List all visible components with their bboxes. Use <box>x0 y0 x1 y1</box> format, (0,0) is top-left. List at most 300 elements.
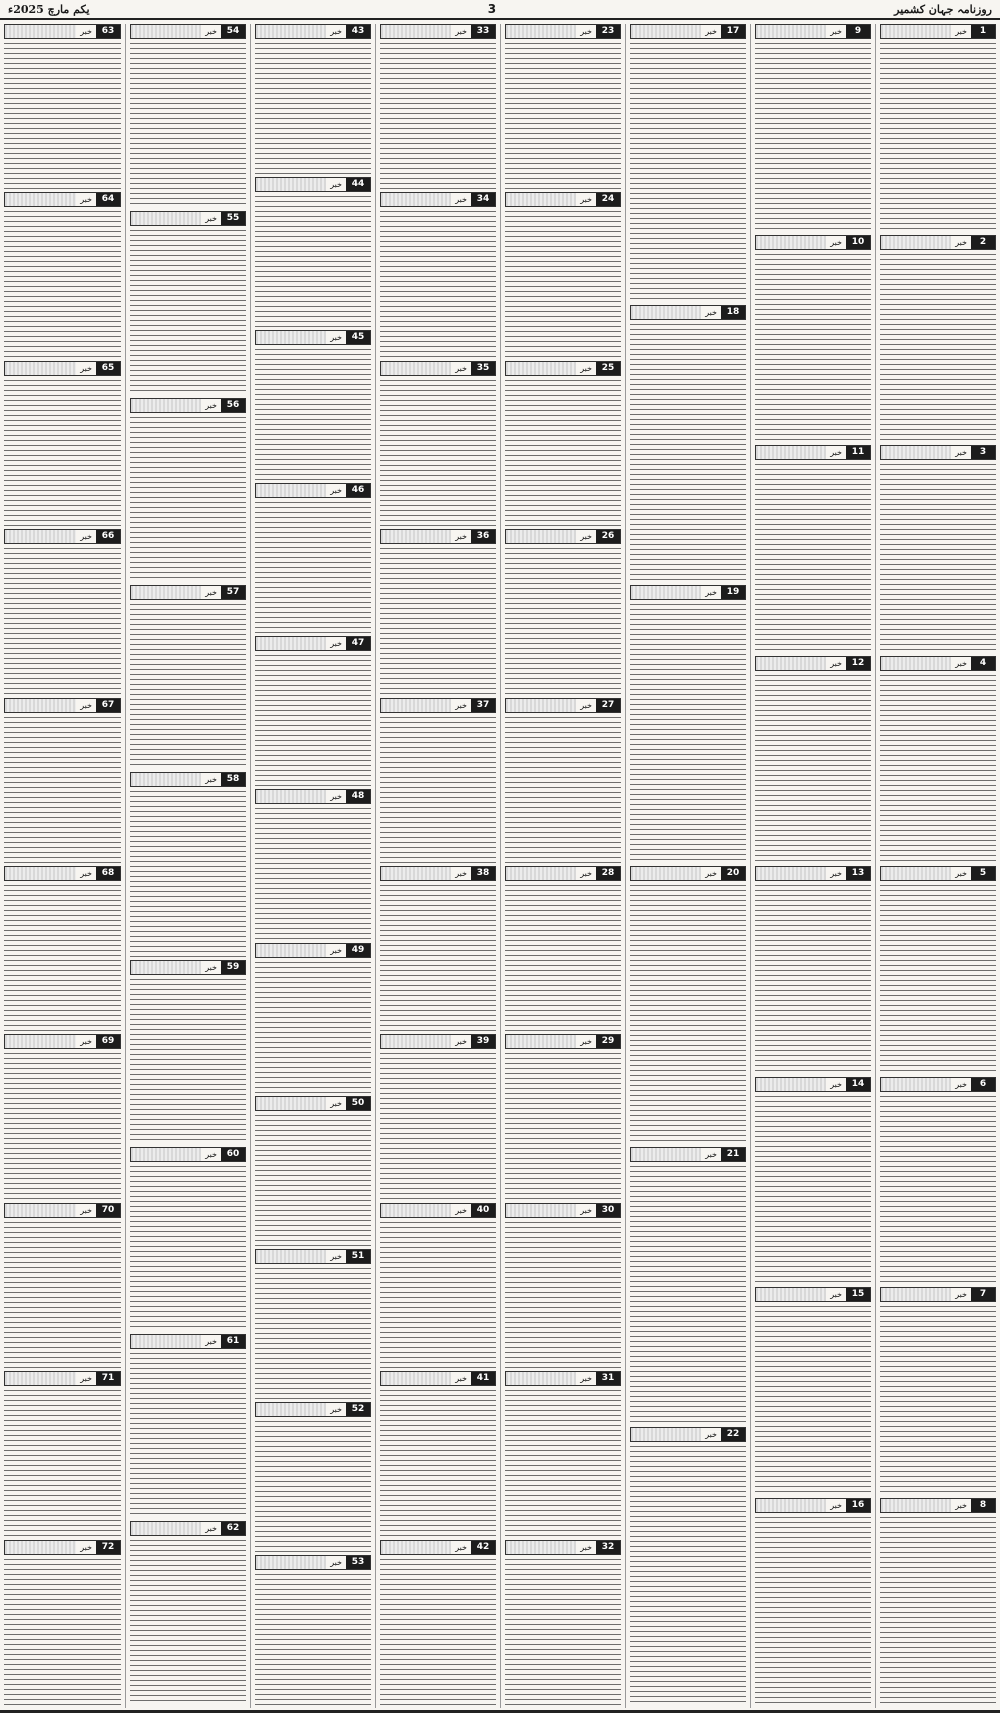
story-tag: خبر <box>205 401 217 411</box>
story-body-text <box>630 602 746 863</box>
news-story <box>880 24 996 232</box>
story-number: 34 <box>471 193 495 206</box>
story-body-text <box>380 209 496 357</box>
story-header-bar <box>131 586 201 599</box>
story-tag: خبر <box>955 27 967 36</box>
story-tag: خبر <box>455 869 467 879</box>
story-header <box>130 1521 246 1536</box>
news-story <box>380 24 496 189</box>
story-header <box>380 529 496 544</box>
story-number: 16 <box>846 1499 870 1512</box>
story-header <box>755 866 871 881</box>
news-story <box>380 1371 496 1536</box>
story-body-text <box>380 883 496 1031</box>
story-header <box>630 1147 746 1162</box>
story-body-text <box>880 883 996 1074</box>
news-story <box>505 1034 621 1199</box>
story-tag: خبر <box>830 237 842 247</box>
news-story <box>4 1540 121 1705</box>
story-tag: خبر <box>455 1205 467 1215</box>
story-number: 13 <box>846 867 870 880</box>
story-body-text <box>380 1051 496 1199</box>
news-story <box>130 772 246 956</box>
story-body-text <box>505 1220 621 1368</box>
story-body-text <box>755 1304 871 1495</box>
story-number: 55 <box>221 212 245 225</box>
story-number: 50 <box>346 1097 370 1110</box>
story-header-bar <box>756 1078 826 1091</box>
story-tag: خبر <box>830 869 842 878</box>
story-body-text <box>130 41 246 208</box>
story-header <box>4 24 121 39</box>
story-body-text <box>505 546 621 694</box>
story-header <box>255 1555 371 1570</box>
news-story <box>755 445 871 653</box>
story-number: 20 <box>721 867 745 880</box>
story-tag: خبر <box>455 27 467 36</box>
story-number: 22 <box>721 1428 745 1441</box>
news-story <box>4 361 121 526</box>
story-body-text <box>255 41 371 174</box>
story-tag: خبر <box>80 363 92 373</box>
story-number: 8 <box>971 1499 995 1512</box>
news-story <box>255 483 371 633</box>
news-column <box>875 24 1000 1708</box>
story-body-text <box>380 1220 496 1368</box>
story-header <box>130 1147 246 1162</box>
story-header-bar <box>256 178 326 191</box>
news-story <box>755 866 871 1074</box>
story-header-bar <box>131 399 201 412</box>
story-body-text <box>130 415 246 582</box>
story-header <box>255 1249 371 1264</box>
news-column <box>125 24 250 1708</box>
story-number: 21 <box>721 1148 745 1161</box>
story-header <box>4 192 121 207</box>
news-story <box>380 361 496 526</box>
story-tag: خبر <box>830 448 842 457</box>
story-header-bar <box>131 1522 201 1535</box>
story-header <box>255 943 371 958</box>
story-body-text <box>255 194 371 327</box>
story-header-bar <box>756 657 826 670</box>
story-tag: خبر <box>205 1149 217 1159</box>
story-header <box>505 866 621 881</box>
story-header-bar <box>5 699 76 712</box>
page-number: 3 <box>487 2 497 16</box>
story-header-bar <box>506 530 576 543</box>
story-body-text <box>4 378 121 526</box>
story-tag: خبر <box>955 448 967 457</box>
story-number: 1 <box>971 25 995 38</box>
story-number: 2 <box>971 236 995 249</box>
story-header <box>4 529 121 544</box>
story-number: 53 <box>346 1556 370 1569</box>
story-body-text <box>4 546 121 694</box>
story-header-bar <box>256 1403 326 1416</box>
news-story <box>4 866 121 1031</box>
news-story <box>380 866 496 1031</box>
story-header-bar <box>631 1428 701 1441</box>
story-tag: خبر <box>205 588 217 598</box>
story-body-text <box>630 1164 746 1425</box>
story-tag: خبر <box>330 180 342 190</box>
story-body-text <box>505 378 621 526</box>
story-header-bar <box>881 657 951 670</box>
news-story <box>505 866 621 1031</box>
story-tag: خبر <box>80 1205 92 1215</box>
story-number: 32 <box>596 1541 620 1554</box>
story-body-text <box>130 228 246 395</box>
story-body-text <box>880 41 996 232</box>
news-story <box>755 656 871 864</box>
news-story <box>755 1287 871 1495</box>
story-body-text <box>880 673 996 864</box>
story-number: 66 <box>96 530 120 543</box>
story-tag: خبر <box>580 1542 592 1552</box>
story-header <box>630 305 746 320</box>
story-body-text <box>380 715 496 863</box>
story-number: 67 <box>96 699 120 712</box>
story-body-text <box>505 1051 621 1199</box>
news-story <box>880 656 996 864</box>
story-body-text <box>755 883 871 1074</box>
story-header-bar <box>881 1078 951 1091</box>
story-header <box>4 698 121 713</box>
story-header-bar <box>256 1250 326 1263</box>
news-story <box>380 1540 496 1705</box>
story-tag: خبر <box>705 1430 717 1440</box>
story-number: 56 <box>221 399 245 412</box>
story-body-text <box>4 1388 121 1536</box>
story-header-bar <box>381 699 451 712</box>
story-tag: خبر <box>330 333 342 343</box>
story-tag: خبر <box>580 27 592 36</box>
story-body-text <box>130 1538 246 1705</box>
story-tag: خبر <box>705 307 717 317</box>
story-header-bar <box>631 25 701 38</box>
story-number: 54 <box>221 25 245 38</box>
news-story <box>880 1287 996 1495</box>
news-story <box>255 1555 371 1705</box>
story-header-bar <box>506 193 576 206</box>
story-header-bar <box>381 1204 451 1217</box>
story-tag: خبر <box>455 1037 467 1047</box>
news-story <box>4 698 121 863</box>
story-body-text <box>630 322 746 583</box>
story-body-text <box>630 41 746 302</box>
news-story <box>255 24 371 174</box>
story-number: 18 <box>721 306 745 319</box>
story-body-text <box>880 1094 996 1285</box>
news-story <box>130 398 246 582</box>
story-body-text <box>505 209 621 357</box>
story-number: 51 <box>346 1250 370 1263</box>
story-tag: خبر <box>330 945 342 955</box>
story-number: 64 <box>96 193 120 206</box>
story-body-text <box>755 252 871 443</box>
story-number: 26 <box>596 530 620 543</box>
story-header-bar <box>256 1097 326 1110</box>
story-header <box>4 866 121 881</box>
story-tag: خبر <box>455 1542 467 1552</box>
news-story <box>130 211 246 395</box>
news-story <box>255 1096 371 1246</box>
story-number: 52 <box>346 1403 370 1416</box>
story-header-bar <box>881 25 951 38</box>
news-story <box>255 943 371 1093</box>
story-header-bar <box>256 1556 326 1569</box>
story-header-bar <box>5 25 76 38</box>
news-story <box>4 1034 121 1199</box>
news-story <box>755 1498 871 1706</box>
story-header <box>130 211 246 226</box>
story-header-bar <box>506 699 576 712</box>
story-header-bar <box>881 1499 951 1512</box>
story-header-bar <box>131 25 201 38</box>
story-header <box>880 1077 996 1092</box>
story-number: 49 <box>346 944 370 957</box>
story-header-bar <box>5 1204 76 1217</box>
news-story <box>255 1249 371 1399</box>
story-header <box>255 483 371 498</box>
story-header <box>505 1540 621 1555</box>
news-story <box>380 529 496 694</box>
story-body-text <box>4 715 121 863</box>
story-body-text <box>130 977 246 1144</box>
story-tag: خبر <box>955 1079 967 1089</box>
story-header <box>755 445 871 460</box>
story-header-bar <box>756 867 826 880</box>
story-body-text <box>755 1515 871 1706</box>
news-story <box>255 789 371 939</box>
story-header-bar <box>5 193 76 206</box>
story-header <box>255 177 371 192</box>
story-tag: خبر <box>580 363 592 373</box>
story-header-bar <box>381 530 451 543</box>
story-body-text <box>880 1515 996 1706</box>
news-column <box>750 24 875 1708</box>
story-number: 24 <box>596 193 620 206</box>
story-header <box>255 330 371 345</box>
news-story <box>630 305 746 583</box>
story-tag: خبر <box>580 1037 592 1047</box>
story-number: 46 <box>346 484 370 497</box>
story-number: 48 <box>346 790 370 803</box>
story-header-bar <box>881 236 951 249</box>
story-tag: خبر <box>80 1037 92 1047</box>
story-header-bar <box>506 25 576 38</box>
news-story <box>255 177 371 327</box>
story-body-text <box>130 1351 246 1518</box>
story-header-bar <box>756 1499 826 1512</box>
story-body-text <box>880 252 996 443</box>
story-header-bar <box>5 1541 76 1554</box>
news-story <box>4 529 121 694</box>
story-number: 7 <box>971 1288 995 1301</box>
story-header <box>505 24 621 39</box>
story-body-text <box>505 1388 621 1536</box>
story-tag: خبر <box>580 195 592 205</box>
story-number: 65 <box>96 362 120 375</box>
story-body-text <box>380 1388 496 1536</box>
story-header-bar <box>631 306 701 319</box>
story-number: 14 <box>846 1078 870 1091</box>
story-number: 3 <box>971 446 995 459</box>
story-header-bar <box>256 331 326 344</box>
story-header <box>755 24 871 39</box>
story-tag: خبر <box>80 700 92 710</box>
story-header <box>755 1287 871 1302</box>
story-header-bar <box>756 1288 826 1301</box>
story-number: 62 <box>221 1522 245 1535</box>
story-number: 29 <box>596 1035 620 1048</box>
story-tag: خبر <box>580 700 592 710</box>
masthead <box>0 0 1000 20</box>
story-header <box>255 1096 371 1111</box>
story-header-bar <box>5 867 76 880</box>
story-number: 43 <box>346 25 370 38</box>
story-body-text <box>4 883 121 1031</box>
story-number: 30 <box>596 1204 620 1217</box>
story-header <box>255 636 371 651</box>
story-tag: خبر <box>80 195 92 205</box>
story-header-bar <box>881 1288 951 1301</box>
story-body-text <box>880 1304 996 1495</box>
story-body-text <box>755 41 871 232</box>
story-header <box>4 1203 121 1218</box>
story-number: 36 <box>471 530 495 543</box>
story-number: 15 <box>846 1288 870 1301</box>
story-header <box>880 656 996 671</box>
news-column <box>375 24 500 1708</box>
story-number: 44 <box>346 178 370 191</box>
story-header-bar <box>381 25 451 38</box>
story-header-bar <box>631 867 701 880</box>
news-story <box>4 24 121 189</box>
news-story <box>380 1034 496 1199</box>
story-header <box>630 24 746 39</box>
story-header-bar <box>131 1335 201 1348</box>
story-header <box>630 585 746 600</box>
news-story <box>880 866 996 1074</box>
story-tag: خبر <box>705 869 717 879</box>
story-body-text <box>255 653 371 786</box>
story-body-text <box>380 41 496 189</box>
story-body-text <box>505 1557 621 1705</box>
story-body-text <box>505 715 621 863</box>
story-number: 17 <box>721 25 745 38</box>
story-tag: خبر <box>205 962 217 972</box>
news-story <box>130 1334 246 1518</box>
story-header <box>255 1402 371 1417</box>
story-tag: خبر <box>830 1290 842 1299</box>
story-header-bar <box>256 637 326 650</box>
story-number: 69 <box>96 1035 120 1048</box>
story-number: 39 <box>471 1035 495 1048</box>
story-header <box>130 24 246 39</box>
story-tag: خبر <box>455 195 467 205</box>
story-tag: خبر <box>455 1374 467 1384</box>
story-number: 12 <box>846 657 870 670</box>
story-body-text <box>380 378 496 526</box>
news-column <box>625 24 750 1708</box>
news-column <box>250 24 375 1708</box>
news-story <box>755 1077 871 1285</box>
story-number: 71 <box>96 1372 120 1385</box>
story-body-text <box>4 1051 121 1199</box>
story-tag: خبر <box>955 869 967 878</box>
story-header <box>880 445 996 460</box>
story-header <box>505 192 621 207</box>
news-story <box>505 24 621 189</box>
story-tag: خبر <box>580 869 592 879</box>
news-story <box>380 1203 496 1368</box>
story-body-text <box>755 462 871 653</box>
news-story <box>505 192 621 357</box>
news-story <box>505 361 621 526</box>
story-number: 27 <box>596 699 620 712</box>
news-story <box>880 1498 996 1706</box>
story-number: 6 <box>971 1078 995 1091</box>
story-header <box>380 24 496 39</box>
story-tag: خبر <box>330 792 342 802</box>
story-number: 4 <box>971 657 995 670</box>
story-tag: خبر <box>80 869 92 879</box>
story-number: 72 <box>96 1541 120 1554</box>
story-body-text <box>380 1557 496 1705</box>
story-tag: خبر <box>580 1374 592 1384</box>
story-tag: خبر <box>330 1404 342 1414</box>
news-column <box>0 24 125 1708</box>
story-tag: خبر <box>80 27 92 36</box>
story-number: 70 <box>96 1204 120 1217</box>
story-body-text <box>880 462 996 653</box>
story-header <box>130 1334 246 1349</box>
story-number: 42 <box>471 1541 495 1554</box>
news-column <box>500 24 625 1708</box>
story-header-bar <box>381 362 451 375</box>
story-header-bar <box>381 1372 451 1385</box>
story-number: 31 <box>596 1372 620 1385</box>
news-story <box>4 1203 121 1368</box>
story-header <box>505 1203 621 1218</box>
story-tag: خبر <box>205 27 217 36</box>
story-tag: خبر <box>955 237 967 247</box>
news-story <box>630 585 746 863</box>
story-body-text <box>755 1094 871 1285</box>
story-header <box>505 1034 621 1049</box>
story-header <box>380 866 496 881</box>
story-number: 9 <box>846 25 870 38</box>
story-header-bar <box>756 446 826 459</box>
story-header-bar <box>131 212 201 225</box>
story-header-bar <box>381 867 451 880</box>
story-header <box>380 1203 496 1218</box>
story-header <box>880 24 996 39</box>
story-tag: خبر <box>205 1523 217 1533</box>
news-story <box>630 24 746 302</box>
story-header-bar <box>756 25 826 38</box>
story-number: 19 <box>721 586 745 599</box>
news-story <box>505 529 621 694</box>
story-tag: خبر <box>955 1290 967 1299</box>
story-tag: خبر <box>705 588 717 598</box>
story-body-text <box>255 1266 371 1399</box>
story-header <box>130 960 246 975</box>
story-tag: خبر <box>330 1098 342 1108</box>
story-tag: خبر <box>705 27 717 36</box>
